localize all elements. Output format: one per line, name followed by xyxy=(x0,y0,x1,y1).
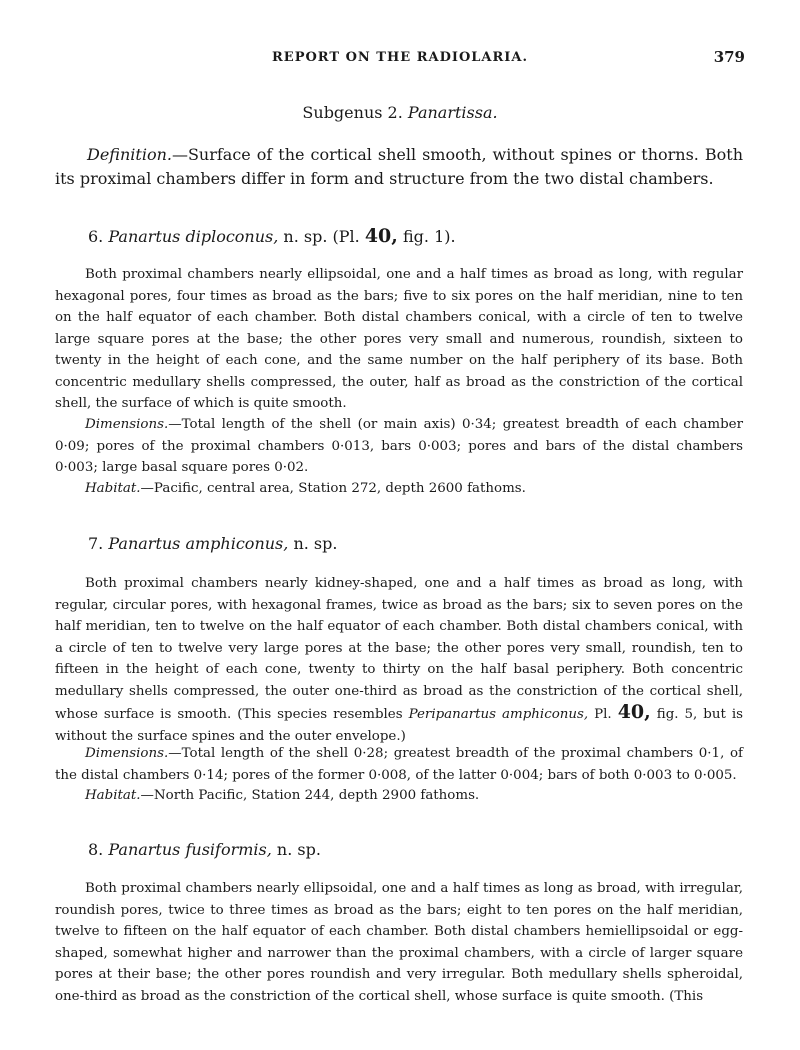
species-suffix: n. sp. (Pl. xyxy=(283,227,360,246)
running-header xyxy=(55,50,745,72)
species-suffix: n. sp. xyxy=(293,534,338,553)
species-name: Panartus diploconus, xyxy=(108,227,279,246)
subgenus-name: Panartissa. xyxy=(407,103,498,122)
species-habitat-6 xyxy=(55,478,743,500)
definition-paragraph xyxy=(55,143,743,191)
species-habitat-7 xyxy=(55,785,743,807)
page-number: 379 xyxy=(713,48,745,66)
habitat-text: —North Pacific, Station 244, depth 2900 fathoms. xyxy=(140,788,480,803)
habitat-text: —Pacific, central area, Station 272, depth 2600 fathoms. xyxy=(140,481,526,496)
species-heading-6 xyxy=(88,225,456,247)
species-description-8: Both proximal chambers nearly ellipsoidal, one and a half times as long as broad, with irregular, roundish pores, twice to three times as broad as the bars; eight to ten pores on the half meridian, twelve to fifteen on the half equator of each chamber. Both distal chambers hemiellipsoidal or egg-shaped, somewhat higher and narrower than the proximal chambers, with a circle of larger square pores at their base; the other pores roundish and very irregular. Both medullary shells spheroidal, one-third as broad as the constriction of the cortical shell, whose surface is quite smooth. (This xyxy=(55,881,743,1004)
species-heading-7 xyxy=(88,534,337,553)
reference-pl: Pl. xyxy=(594,707,612,722)
definition-text: —Surface of the cortical shell smooth, without spines or thorns. Both its proximal chambers differ in form and structure from the two distal chambers. xyxy=(55,145,743,188)
running-title: REPORT ON THE RADIOLARIA. xyxy=(271,50,528,65)
reference-species-name: Peripanartus amphiconus, xyxy=(408,707,589,722)
species-name: Panartus fusiformis, xyxy=(108,840,272,859)
dimensions-text: —Total length of the shell 0·28; greatest breadth of the proximal chambers 0·1, of the distal chambers 0·14; pores of the former 0·008, of the latter 0·004; bars of both 0·003 to 0·005. xyxy=(55,746,743,783)
species-heading-8 xyxy=(88,840,321,859)
species-suffix: n. sp. xyxy=(276,840,321,859)
definition-label: Definition. xyxy=(87,145,172,164)
figure-ref: fig. 1). xyxy=(402,227,456,246)
species-number: 6. xyxy=(88,227,104,246)
description-part2: fig. 5, but is without the surface spines and the outer envelope.) xyxy=(55,707,743,744)
subgenus-number: Subgenus 2. xyxy=(302,103,403,122)
reference-plate-number: 40, xyxy=(617,701,651,723)
species-dimensions-7 xyxy=(55,743,743,786)
dimensions-label: Dimensions. xyxy=(85,417,169,432)
species-number: 7. xyxy=(88,534,104,553)
habitat-label: Habitat. xyxy=(85,481,141,496)
species-name: Panartus amphiconus, xyxy=(108,534,289,553)
habitat-label: Habitat. xyxy=(85,788,141,803)
plate-number: 40, xyxy=(364,225,398,247)
species-description-6: Both proximal chambers nearly ellipsoidal, one and a half times as broad as long, with regular hexagonal pores, four times as broad as the bars; five to six pores on the half meridian, nine to ten on the half equator of each chamber. Both distal chambers conical, with a circle of ten to twelve large square pores at the base; the other pores very small and numerous, roundish, sixteen to twenty in the height of each cone, and the same number on the half periphery of its base. Both concentric medullary shells compressed, the outer, half as broad as the constriction of the cortical shell, the surface of which is quite smooth. xyxy=(55,267,743,411)
species-dimensions-6 xyxy=(55,414,743,479)
dimensions-label: Dimensions. xyxy=(85,746,169,761)
species-number: 8. xyxy=(88,840,104,859)
dimensions-text: —Total length of the shell (or main axis) 0·34; greatest breadth of each chamber 0·09; pores of the proximal chambers 0·013, bars 0·003; pores and bars of the distal chambers 0·003; large basal square pores 0·02. xyxy=(55,417,743,475)
subgenus-heading xyxy=(0,103,800,122)
description-part1: Both proximal chambers nearly kidney-shaped, one and a half times as broad as long, with regular, circular pores, with hexagonal frames, twice as broad as the bars; six to seven pores on the half meridian, ten to twelve on the half equator of each chamber. Both distal chambers conical, with a circle of ten to twelve very large pores at the base; the other pores very small, roundish, ten to fifteen in the height of each cone, twenty to thirty on the half basal periphery. Both concentric medullary shells compressed, the outer one-third as broad as the constriction of the cortical shell, whose surface is smooth. (This species resembles xyxy=(55,576,743,722)
species-description-7 xyxy=(55,573,743,747)
